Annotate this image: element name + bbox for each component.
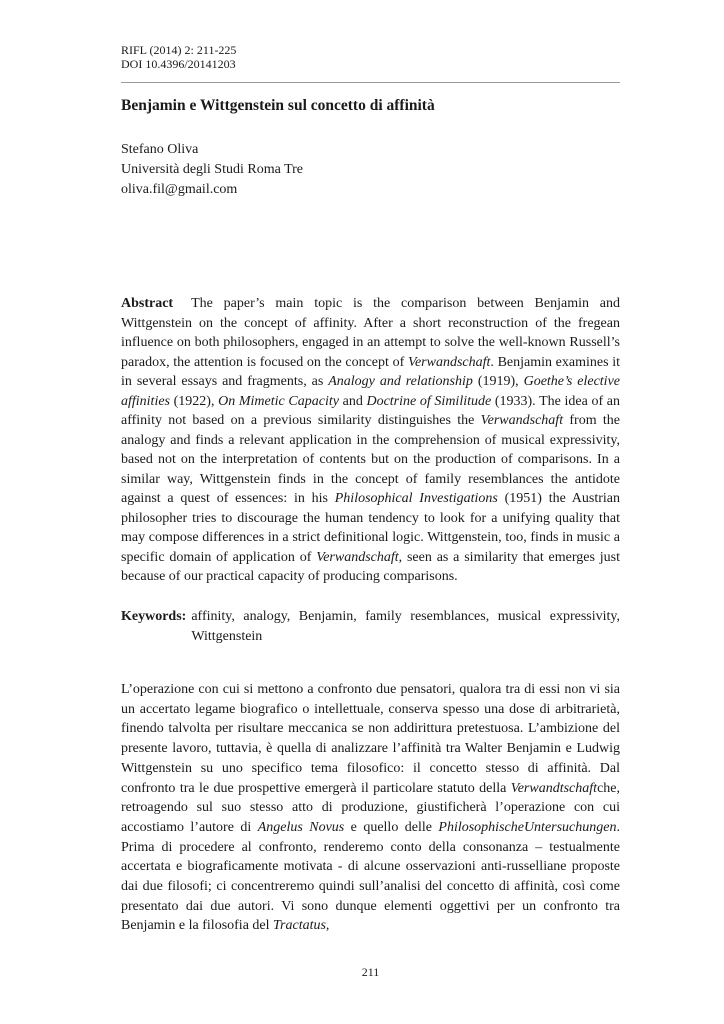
journal-doi: DOI 10.4396/20141203 bbox=[121, 57, 236, 71]
keywords-label: Keywords: bbox=[121, 609, 187, 624]
abstract: Abstract The paper’s main topic is the comparison between Benjamin and Wittgenstein on the concept of affinity. After a short reconstruction of the fregean influence on both philosophers, engaged in an attempt to solve the well-known Russell’s paradox, the attention is focused on the concept of Verwandschaft. Benjamin examines it in several essays and fragments, as Analogy and relationship (1919), Goethe’s elective affinities (1922), On Mimetic Capacity and Doctrine of Similitude (1933). The idea of an affinity not based on a previous similarity distinguishes the Verwandschaft from the analogy and finds a relevant application in the comprehension of musical expressivity, based not on the interpretation of contents but on the production of comparisons. In a similar way, Wittgenstein finds in the concept of family resemblances the antidote against a quest of essences: in his Philosophical Investigations (1951) the Austrian philosopher tries to discourage the human tendency to look for a unifying quality that may compose differences in a strict definitional logic. Wittgenstein, too, finds in music a specific domain of application of Verwandschaft, seen as a similarity that emerges just because of our practical capacity of producing comparisons. bbox=[121, 296, 621, 584]
author-email: oliva.fil@gmail.com bbox=[121, 182, 238, 197]
keywords bbox=[121, 607, 620, 646]
header-divider bbox=[121, 82, 620, 83]
keywords-text: affinity, analogy, Benjamin, family resemblances, musical expressivity, Wittgenstein bbox=[191, 609, 620, 644]
author-affiliation: Università degli Studi Roma Tre bbox=[121, 162, 303, 177]
journal-citation: RIFL (2014) 2: 211-225 bbox=[121, 43, 237, 57]
author-block bbox=[121, 140, 303, 200]
page-number: 211 bbox=[361, 965, 380, 979]
article-title: Benjamin e Wittgenstein sul concetto di affinità bbox=[121, 97, 435, 114]
journal-header bbox=[121, 43, 236, 71]
body-paragraph: L’operazione con cui si mettono a confronto due pensatori, qualora tra di essi non vi sia un accertato legame biografico o intellettuale, conserva spesso una dose di arbitrarietà, finendo talvolta per risultare meccanica se non addirittura pretestuosa. L’ambizione del presente lavoro, tuttavia, è quella di analizzare l’affinità tra Walter Benjamin e Ludwig Wittgenstein su uno specifico tema filosofico: il concetto stesso di affinità. Dal confronto tra le due prospettive emergerà il particolare statuto della Verwandtschaftche, retroagendo sul suo stesso atto di produzione, giustificherà l’operazione con cui accostiamo l’autore di Angelus Novus e quello delle PhilosophischeUntersuchungen. Prima di procedere al confronto, renderemo conto della consonanza – testualmente accertata e biograficamente motivata - di alcune osservazioni anti-russelliane proposte dai due filosofi; ci concentreremo quindi sull’analisi del concetto di affinità, così come presentato dai due autori. Vi sono dunque elementi oggettivi per un confronto tra Benjamin e la filosofia del Tractatus, bbox=[121, 682, 620, 934]
abstract-label: Abstract bbox=[121, 296, 174, 311]
author-name: Stefano Oliva bbox=[121, 142, 199, 157]
journal-page bbox=[121, 0, 620, 1024]
